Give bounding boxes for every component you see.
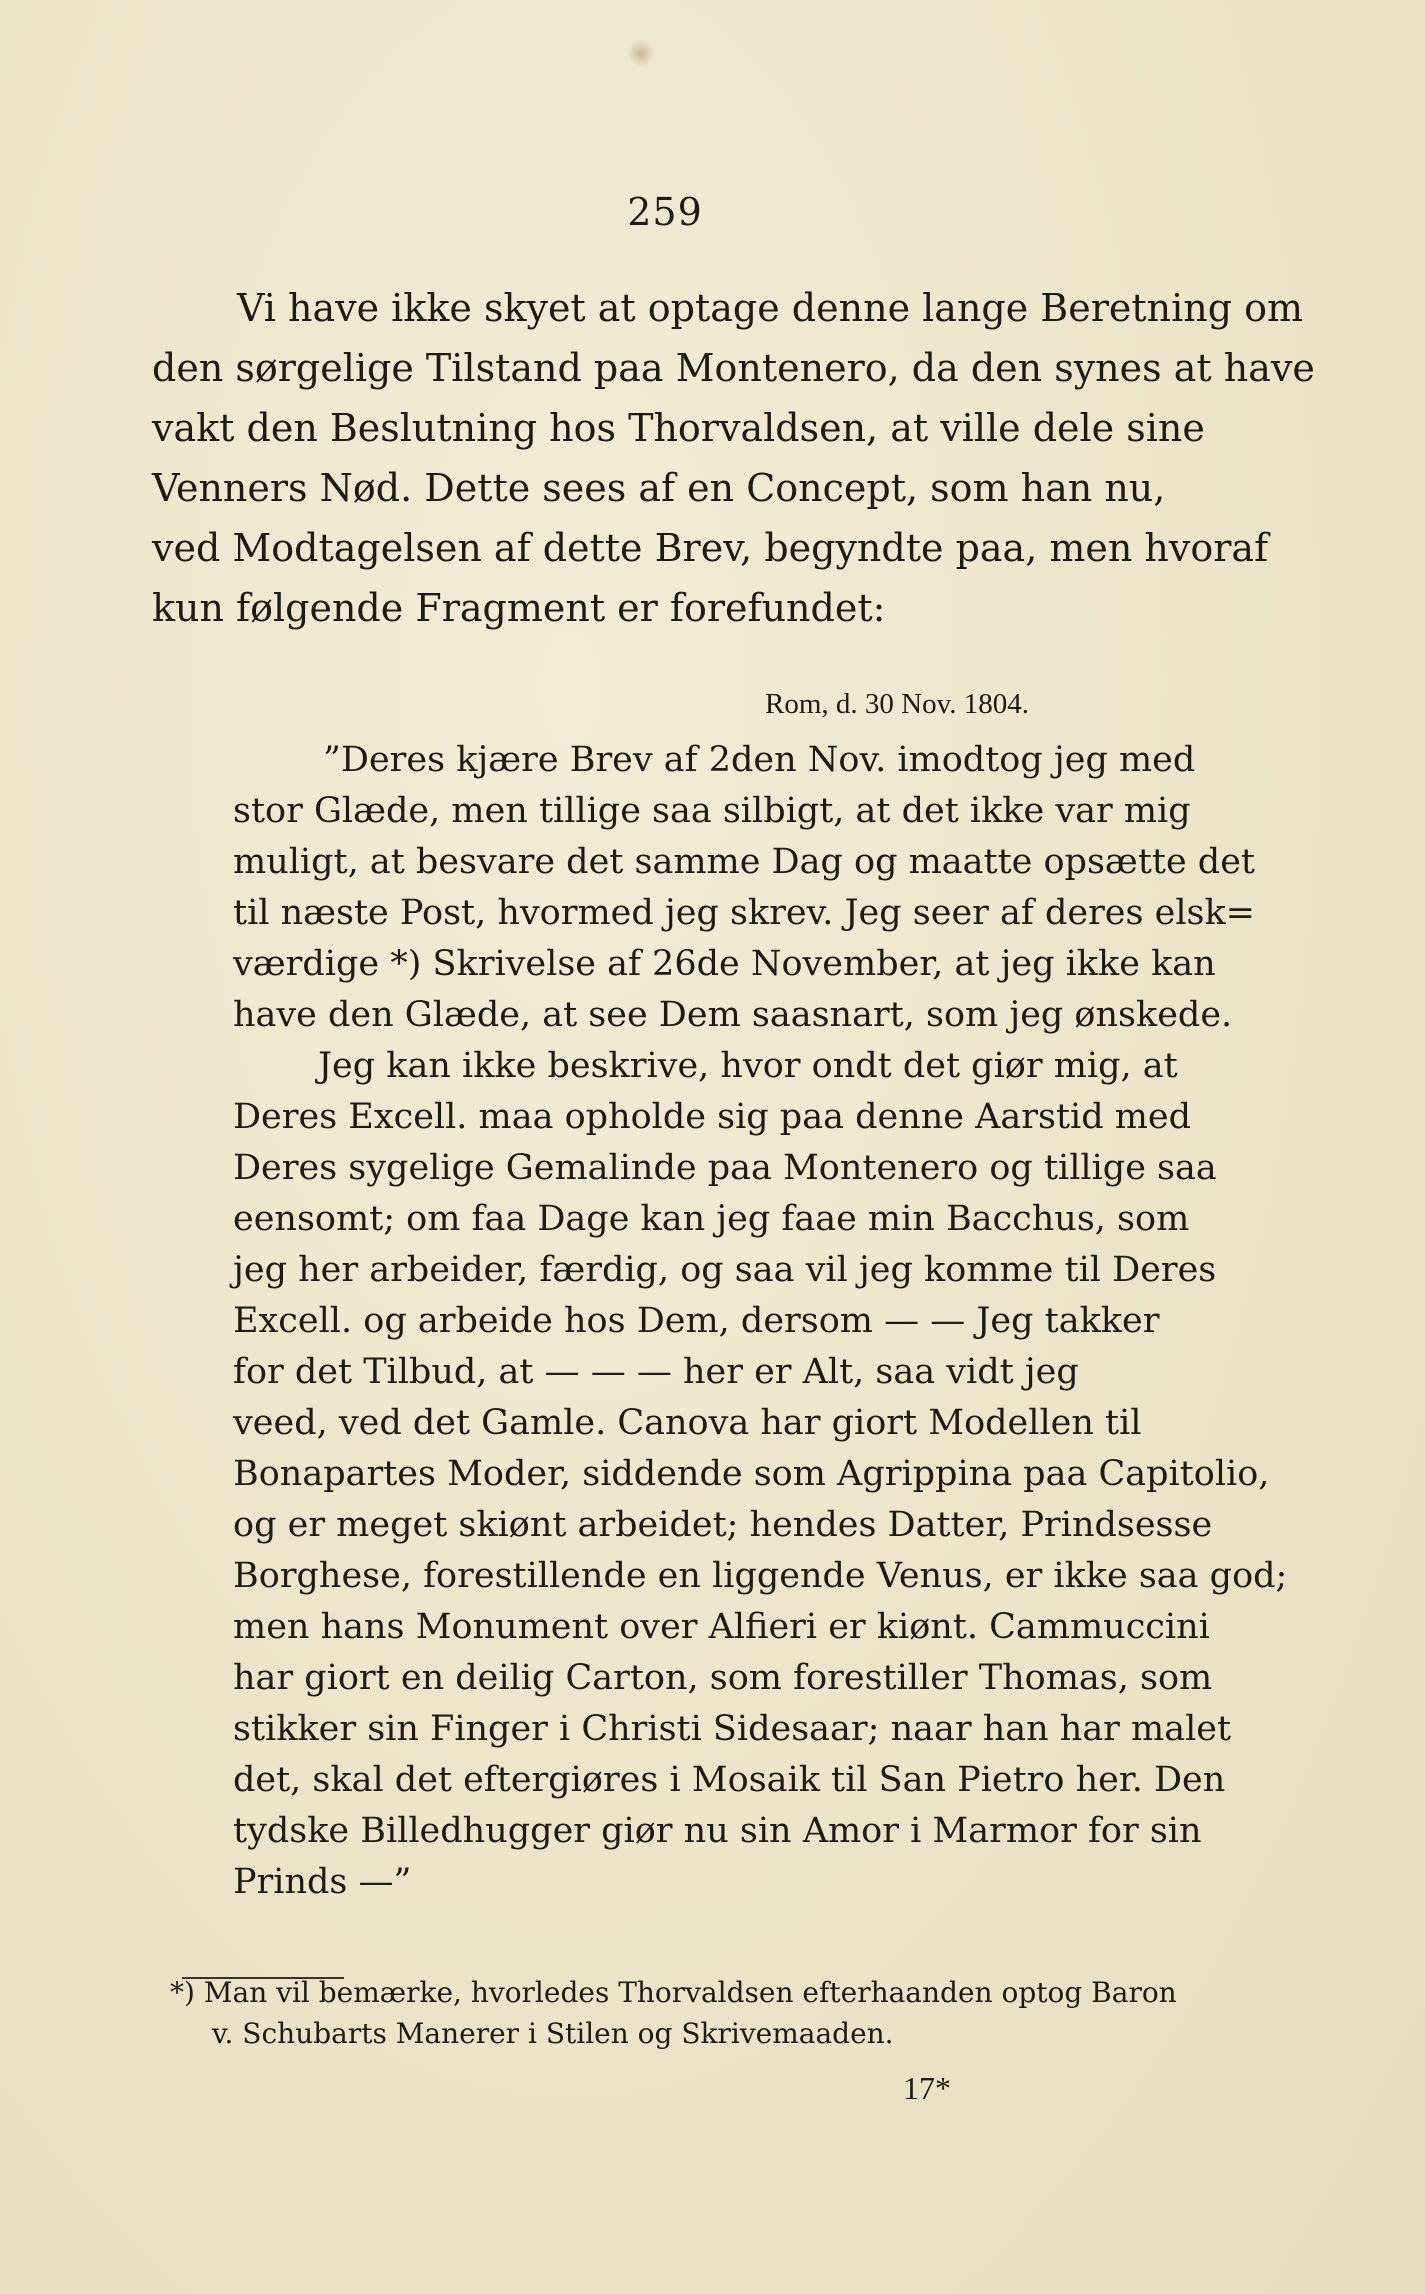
letter-line: stor Glæde, men tillige saa silbigt, at det ikke var mig	[233, 791, 1191, 831]
page-number: 259	[627, 190, 703, 234]
letter-line: det, skal det eftergiøres i Mosaik til San Pietro her. Den	[233, 1760, 1226, 1800]
letter-line: til næste Post, hvormed jeg skrev. Jeg seer af deres elsk=	[233, 893, 1256, 933]
footnote-line-1: *) Man vil bemærke, hvorledes Thorvaldsen efterhaanden optog Baron	[170, 1976, 1177, 2009]
footnote-line-2: v. Schubarts Manerer i Stilen og Skrivemaaden.	[212, 2017, 894, 2050]
letter-line: har giort en deilig Carton, som forestiller Thomas, som	[233, 1658, 1213, 1698]
letter-line: muligt, at besvare det samme Dag og maatte opsætte det	[233, 842, 1255, 882]
letter-line: tydske Billedhugger giør nu sin Amor i Marmor for sin	[233, 1811, 1202, 1851]
letter-line: Jeg kan ikke beskrive, hvor ondt det giør mig, at	[318, 1046, 1178, 1086]
letter-line: jeg her arbeider, færdig, og saa vil jeg komme til Deres	[233, 1250, 1217, 1290]
signature-mark: 17*	[903, 2070, 951, 2106]
letter-line: Deres Excell. maa opholde sig paa denne Aarstid med	[233, 1097, 1192, 1137]
letter-line: Borghese, forestillende en liggende Venus, er ikke saa god;	[233, 1556, 1288, 1596]
intro-line-1: Vi have ikke skyet at optage denne lange Beretning om	[237, 286, 1304, 330]
letter-line: Prinds —”	[233, 1862, 412, 1902]
intro-line-5: ved Modtagelsen af dette Brev, begyndte paa, men hvoraf	[152, 526, 1269, 570]
letter-line: eensomt; om faa Dage kan jeg faae min Bacchus, som	[233, 1199, 1190, 1239]
letter-line: ”Deres kjære Brev af 2den Nov. imodtog jeg med	[323, 740, 1196, 780]
intro-line-3: vakt den Beslutning hos Thorvaldsen, at ville dele sine	[152, 406, 1205, 450]
letter-line: men hans Monument over Alfieri er kiønt. Cammuccini	[233, 1607, 1210, 1647]
intro-line-4: Venners Nød. Dette sees af en Concept, som han nu,	[152, 466, 1166, 510]
letter-line: for det Tilbud, at — — — her er Alt, saa vidt jeg	[233, 1352, 1079, 1392]
letter-line: stikker sin Finger i Christi Sidesaar; naar han har malet	[233, 1709, 1232, 1749]
letter-dateline: Rom, d. 30 Nov. 1804.	[765, 688, 1029, 720]
letter-line: have den Glæde, at see Dem saasnart, som jeg ønskede.	[233, 995, 1233, 1035]
ink-blot	[628, 38, 654, 68]
letter-line: Deres sygelige Gemalinde paa Montenero og tillige saa	[233, 1148, 1217, 1188]
letter-line: veed, ved det Gamle. Canova har giort Modellen til	[233, 1403, 1142, 1443]
letter-line: værdige *) Skrivelse af 26de November, at jeg ikke kan	[233, 944, 1216, 984]
intro-line-2: den sørgelige Tilstand paa Montenero, da den synes at have	[152, 346, 1315, 390]
intro-line-6: kun følgende Fragment er forefundet:	[152, 586, 886, 630]
letter-line: og er meget skiønt arbeidet; hendes Datter, Prindsesse	[233, 1505, 1213, 1545]
letter-line: Bonapartes Moder, siddende som Agrippina paa Capitolio,	[233, 1454, 1270, 1494]
letter-line: Excell. og arbeide hos Dem, dersom — — Jeg takker	[233, 1301, 1160, 1341]
